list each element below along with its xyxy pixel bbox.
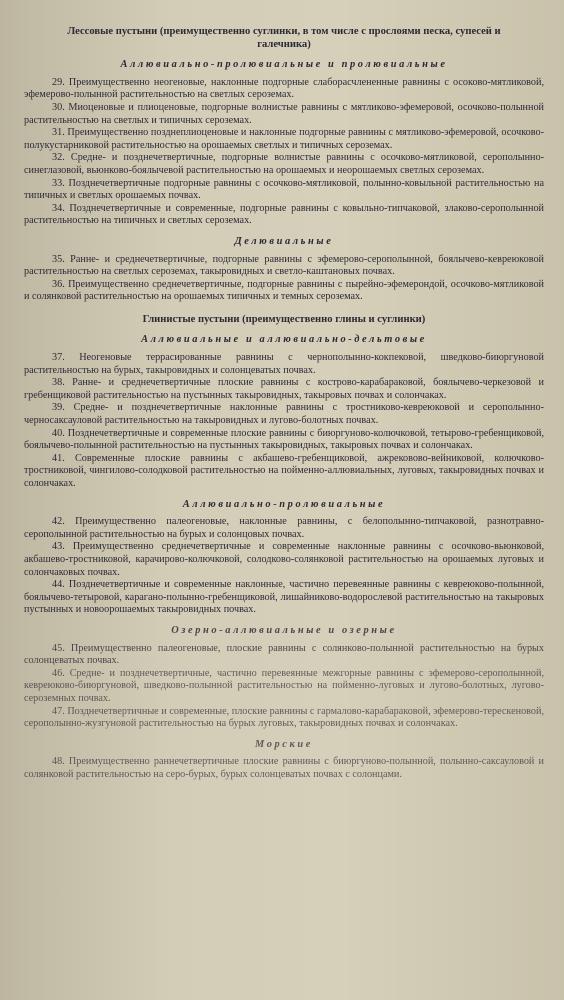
subheading-marine: Морские: [255, 738, 313, 750]
paragraph-33: 33. Позднечетвертичные подгорные равнины с осочково-мятликовой, полынно-ковыльной растительностью на типичных и светлых орошаемых почвах.: [24, 177, 544, 202]
document-page: [24, 26, 544, 781]
paragraph-38: 38. Ранне- и среднечетвертичные плоские равнины с кострово-карабараковой, боялычево-черкезовой и гребенщиковой растительностью на пустынных такыровидных, такыровых почвах и солончаках.: [24, 377, 544, 401]
subheading-alluvial-deltaic: Аллювиальные и аллювиально-дельтовые: [141, 334, 427, 346]
paragraph-43: 43. Преимущественно среднечетвертичные и современные наклонные равнины с осочково-вьюнковой, акбашево-тростниковой, карачирово-колючковой, солодково-солянковой растительностью на орошаемых луговых и солончаковых почвах.: [24, 541, 544, 578]
paragraph-34: 34. Позднечетвертичные и современные, подгорные равнины с ковыльно-типчаковой, злаково-серополынной растительностью на типичных и светлых сероземах.: [24, 202, 544, 227]
subheading-alluvial-proluvial: Аллювиально-пролювиальные и пролювиальные: [120, 59, 448, 71]
paragraph-48: 48. Преимущественно раннечетвертичные плоские равнины с биюргуново-полынной, полынно-саксауловой и солянковой растительностью на серо-бурых, бурых солонцеватых почвах с солонцами.: [24, 756, 544, 780]
paragraph-42: 42. Преимущественно палеогеновые, наклонные равнины, с белополынно-типчаковой, разнотравно-серополынной растительностью на бурых и солонцовых почвах.: [24, 516, 544, 540]
paragraph-44: 44. Позднечетвертичные и современные наклонные, частично перевеянные равнины с кевреюково-полынной, боялычево-тетыровой, карагано-полынно-гребенщиковой, лишайниково-водорослевой растительностью на такыровых пустынных и новоорошаемых такыровидных почвах.: [24, 579, 544, 616]
paragraph-29: 29. Преимущественно неогеновые, наклонные подгорные слаборасчлененные равнины с осоково-мятликовой, эфемерово-полынной растительностью на светлых сероземах.: [24, 76, 544, 101]
paragraph-41: 41. Современные плоские равнины с акбашево-гребенщиковой, ажрековово-вейниковой, колючково-тростниковой, чингилово-солодковой растительностью на пойменно-аллювиальных, луговых, такыровидных почвах и солончаках.: [24, 452, 544, 489]
paragraph-30: 30. Миоценовые и плиоценовые, подгорные волнистые равнины с мятликово-эфемеровой, осочково-полынной растительностью на светлых и типичных сероземах.: [24, 101, 544, 126]
paragraph-37: 37. Неогеновые террасированные равнины с чернополынно-кокпековой, шведково-биюргуновой растительностью на бурых, такыровидных и солонцеватых почвах.: [24, 352, 544, 376]
subheading-alluvial-proluvial-2: Аллювиально-пролювиальные: [182, 498, 386, 510]
subheading-lake-alluvial: Озерно-аллювиальные и озерные: [171, 624, 397, 636]
paragraph-32: 32. Средне- и позднечетвертичные, подгорные волнистые равнины с осочково-мятликовой, серополынно-синеглазовой, вьюнково-боялычевой растительностью на орошаемых и неорошаемых светлых сероземах.: [24, 152, 544, 176]
section-heading-loess-deserts: Лессовые пустыни (преимущественно суглинки, в том числе с прослоями песка, супесей и галечника): [67, 26, 501, 50]
section-heading-clay-deserts: Глинистые пустыни (преимущественно глины и суглинки): [142, 313, 426, 325]
paragraph-47: 47. Позднечетвертичные и современные, плоские равнины с гармалово-карабараковой, эфемерово-терескеновой, серополынно-жузгуновой растительностью на бурых луговых, такыровидных почвах и солончаках.: [24, 705, 544, 730]
paragraph-40: 40. Позднечетвертичные и современные плоские равнины с биюргуново-колючковой, тетырово-гребенщиковой, боялычево-полынной растительностью на пустынных такыровидных, такыровых почвах и солончаках.: [24, 427, 544, 452]
paragraph-31: 31. Преимущественно позднеплиоценовые и наклонные подгорные равнины с мятликово-эфемеровой, осочково-полукустарниковой растительностью на орошаемых светлых и типичных сероземах.: [24, 127, 544, 151]
paragraph-45: 45. Преимущественно палеогеновые, плоские равнины с солянково-полынной растительностью на бурых солонцеватых почвах.: [24, 642, 544, 667]
paragraph-36: 36. Преимущественно среднечетвертичные, подгорные равнины с пырейно-эфемерондой, осочково-мятликовой и солянковой растительностью на орошаемых типичных и темных сероземах.: [24, 278, 544, 303]
paragraph-35: 35. Ранне- и среднечетвертичные, подгорные равнины с эфемерово-серополынной, боялычево-кевреюковой растительностью на светлых сероземах, такыровидных и светло-каштановых почвах.: [24, 253, 544, 278]
paragraph-39: 39. Средне- и позднечетвертичные наклонные равнины с тростниково-кевреюковой и серополынно-черносаксауловой растительностью на такыровидных и лугово-болотных почвах.: [24, 402, 544, 427]
section-gap: [24, 304, 544, 314]
paragraph-46: 46. Средне- и позднечетвертичные, частично перевеянные межгорные равнины с эфемерово-серополынной, кевреюково-биюргуновой, шведково-полынной растительностью на пойменно-луговых и лугово-болотных, лугово-сероземных почвах.: [24, 667, 544, 704]
subheading-deluvial: Делювиальные: [234, 235, 334, 247]
